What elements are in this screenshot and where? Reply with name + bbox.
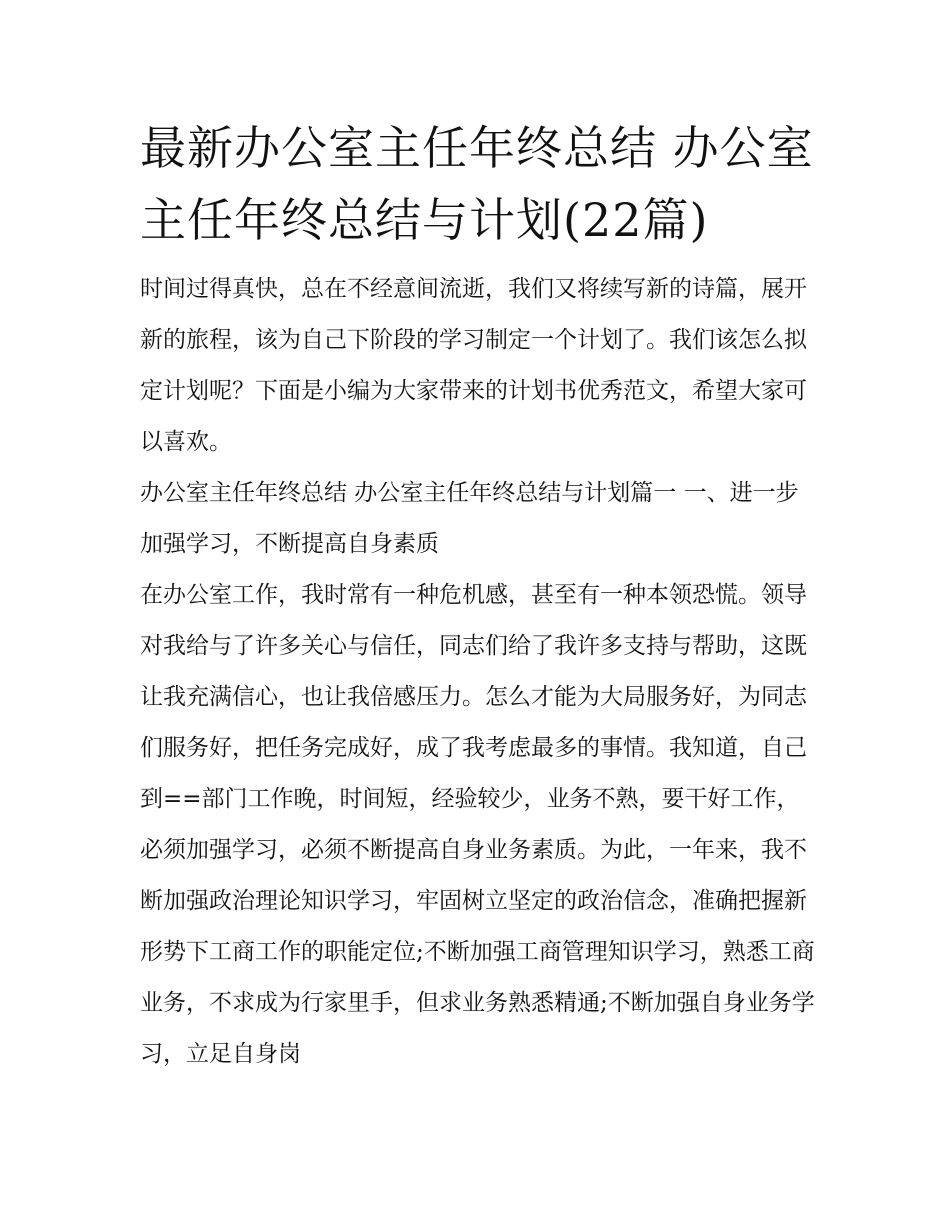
document-title: 最新办公室主任年终总结 办公室主任年终总结与计划(22篇): [140, 121, 814, 247]
paragraph-section-heading: 办公室主任年终总结 办公室主任年终总结与计划篇一 一、进一步加强学习，不断提高自身素质: [140, 480, 799, 557]
document-body: [140, 112, 815, 1080]
paragraph-intro: 时间过得真快，总在不经意间流逝，我们又将续写新的诗篇，展开新的旅程，该为自己下阶段的学习制定一个计划了。我们该怎么拟定计划呢？下面是小编为大家带来的计划书优秀范文，希望大家可以喜欢。: [140, 276, 807, 455]
paragraph-body: 在办公室工作，我时常有一种危机感，甚至有一种本领恐慌。领导对我给与了许多关心与信任，同志们给了我许多支持与帮助，这既让我充满信心，也让我倍感压力。怎么才能为大局服务好，为同志们服务好，把任务完成好，成了我考虑最多的事情。我知道，自己到==部门工作晚，时间短，经验较少，业务不熟，要干好工作，必须加强学习，必须不断提高自身业务素质。为此，一年来，我不断加强政治理论知识学习，牢固树立坚定的政治信念，准确把握新形势下工商工作的职能定位;不断加强工商管理知识学习，熟悉工商业务，不求成为行家里手，但求业务熟悉精通;不断加强自身业务学习，立足自身岗: [140, 582, 815, 1067]
